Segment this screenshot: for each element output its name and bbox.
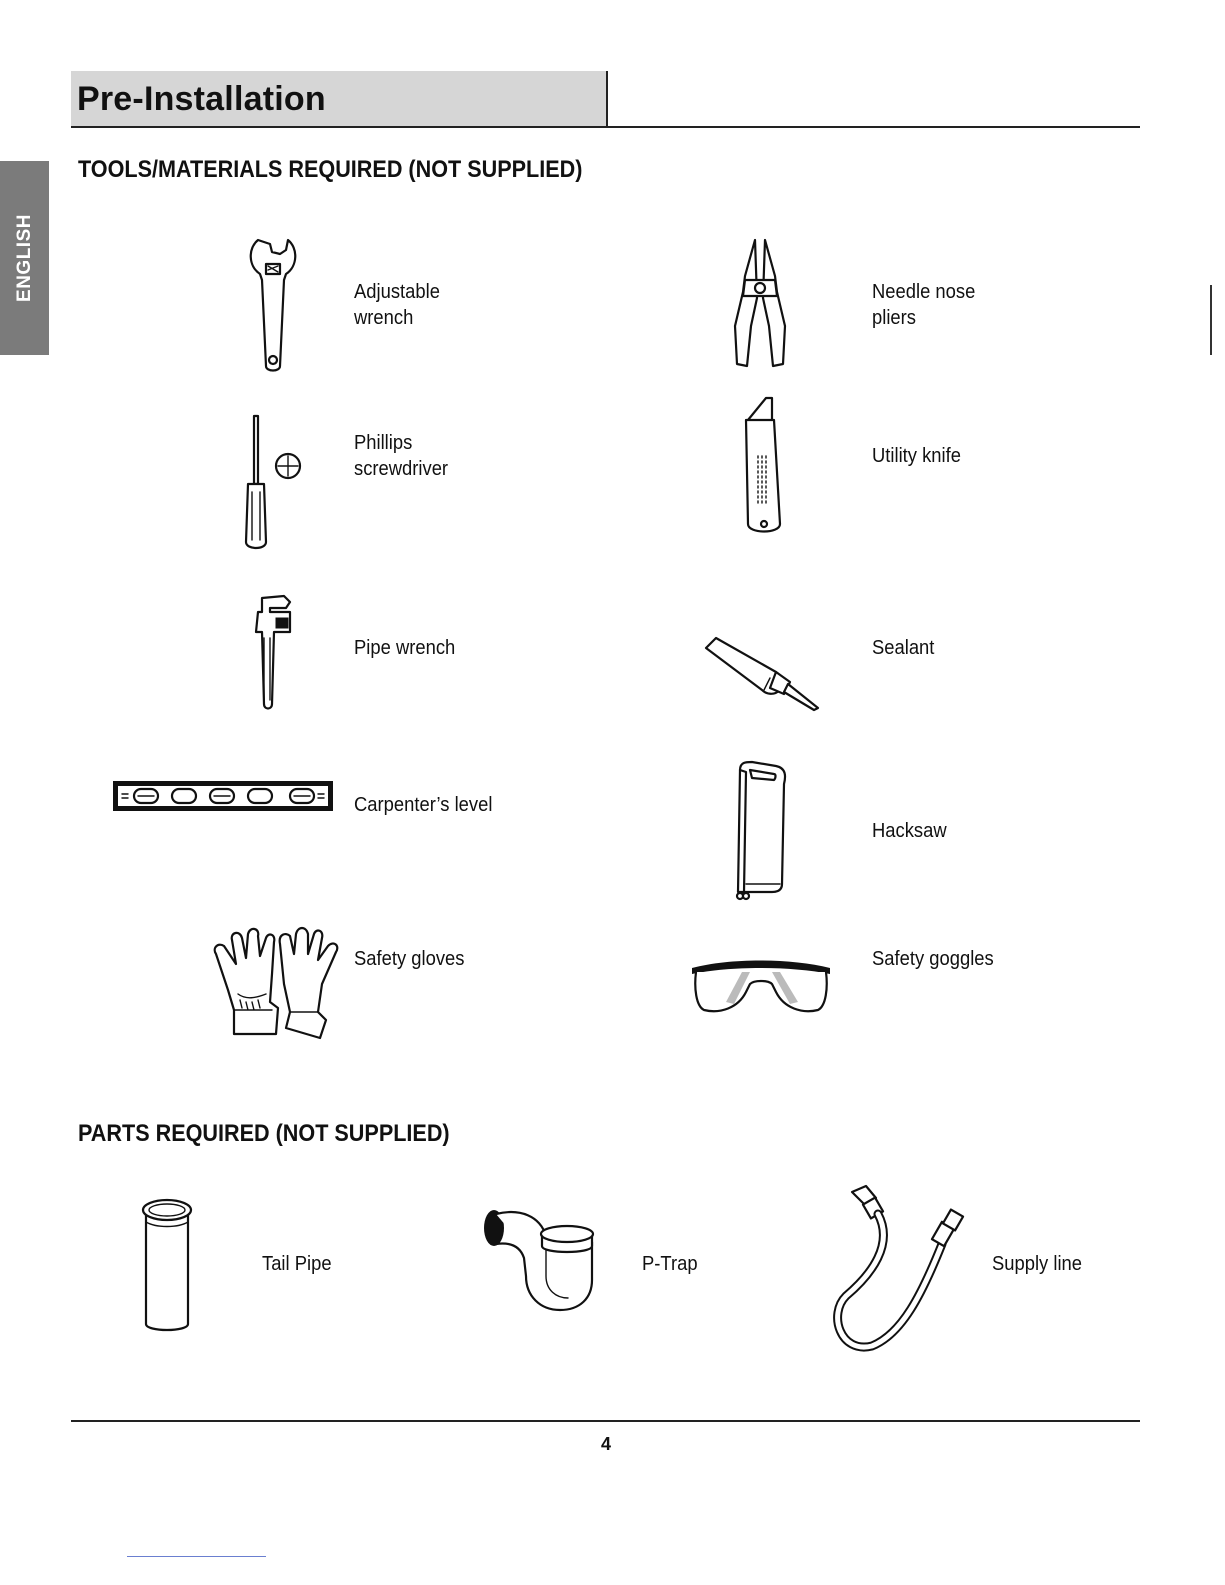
hacksaw-icon xyxy=(732,760,792,902)
language-tab xyxy=(0,161,49,355)
tail-pipe-icon xyxy=(140,1196,194,1334)
sealant-tube-icon xyxy=(704,634,824,714)
p-trap-icon xyxy=(480,1206,606,1318)
bottom-underline-mark xyxy=(127,1556,266,1557)
language-tab-label: ENGLISH xyxy=(13,214,35,302)
adjustable-wrench-icon xyxy=(240,236,310,376)
safety-goggles-icon xyxy=(690,958,832,1016)
safety-gloves-icon xyxy=(210,924,344,1042)
tool-label-safety-gloves: Safety gloves xyxy=(354,948,465,970)
tool-label-safety-goggles: Safety goggles xyxy=(872,948,994,970)
utility-knife-icon xyxy=(738,396,788,536)
part-label-supply-line: Supply line xyxy=(992,1253,1083,1275)
parts-heading: PARTS REQUIRED (NOT SUPPLIED) xyxy=(78,1120,450,1147)
tool-label-sealant: Sealant xyxy=(872,637,935,659)
tool-label-phillips-screwdriver: Phillips screwdriver xyxy=(354,432,449,480)
tool-label-pipe-wrench: Pipe wrench xyxy=(354,637,456,659)
part-label-p-trap: P-Trap xyxy=(642,1253,698,1275)
page-edge-mark xyxy=(1210,285,1212,355)
tool-label-adjustable-wrench: Adjustable wrench xyxy=(354,281,440,329)
tools-heading: TOOLS/MATERIALS REQUIRED (NOT SUPPLIED) xyxy=(78,156,583,183)
page-title: Pre-Installation xyxy=(77,80,326,118)
tool-label-carpenters-level: Carpenter’s level xyxy=(354,794,493,816)
supply-line-icon xyxy=(832,1184,972,1356)
footer-rule xyxy=(71,1420,1140,1422)
tool-label-utility-knife: Utility knife xyxy=(872,445,961,467)
header-rule xyxy=(71,126,1140,128)
carpenters-level-icon xyxy=(112,780,334,812)
part-label-tail-pipe: Tail Pipe xyxy=(262,1253,332,1275)
pipe-wrench-icon xyxy=(250,592,304,712)
page-number: 4 xyxy=(600,1434,611,1454)
phillips-screwdriver-icon xyxy=(242,414,306,552)
tool-label-hacksaw: Hacksaw xyxy=(872,820,947,842)
header-divider xyxy=(606,71,608,128)
needle-nose-pliers-icon xyxy=(725,236,795,376)
tool-label-needle-nose-pliers: Needle nose pliers xyxy=(872,281,976,329)
